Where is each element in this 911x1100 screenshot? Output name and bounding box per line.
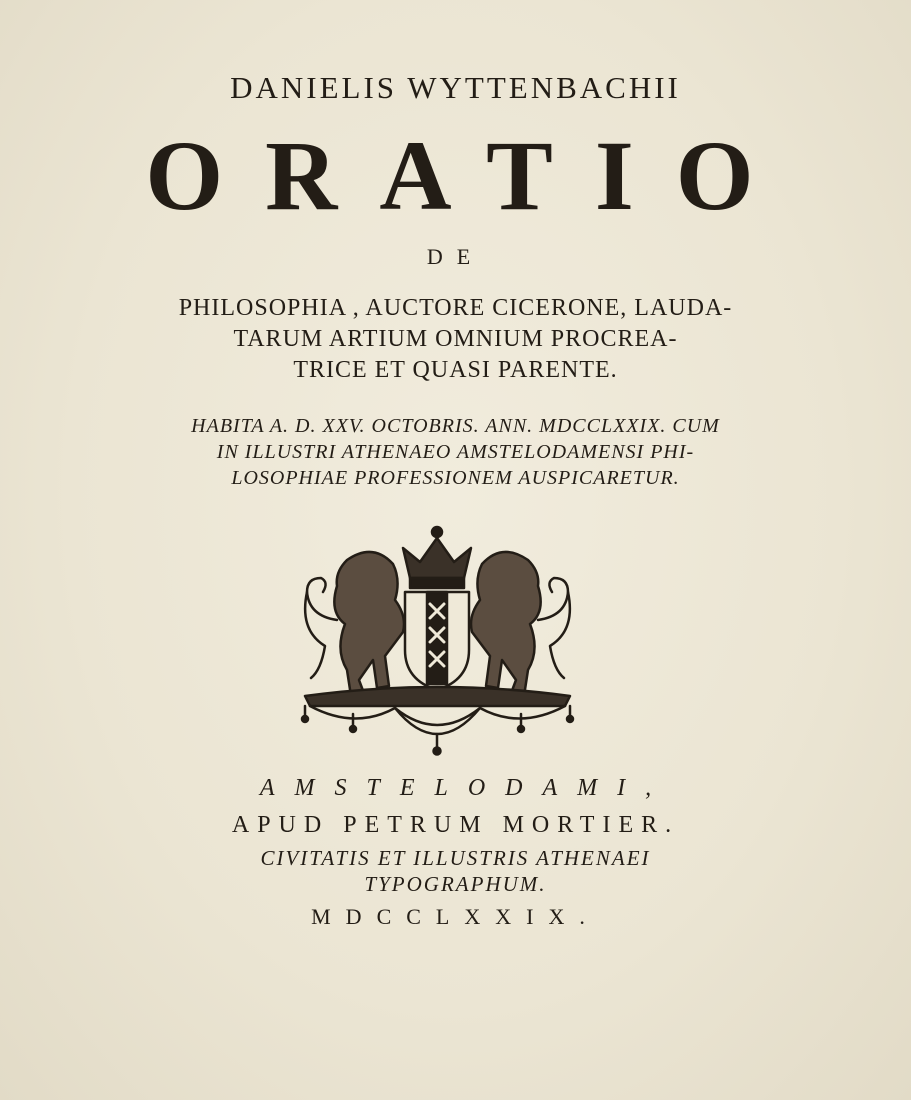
imprint-publisher: APUD PETRUM MORTIER.	[231, 812, 680, 838]
author-name: DANIELIS WYTTENBACHII	[230, 70, 681, 105]
occasion-line: LOSOPHIAE PROFESSIONEM AUSPICARETUR.	[231, 467, 680, 489]
title-preposition: DE	[426, 244, 485, 269]
amsterdam-coat-of-arms-icon	[285, 520, 590, 760]
subject-line: PHILOSOPHIA , AUCTORE CICERONE, LAUDA-	[178, 295, 733, 321]
book-title: ORATIO	[145, 120, 796, 231]
imprint-role: CIVITATIS ET ILLUSTRIS ATHENAEI	[260, 846, 651, 870]
imprint-city: AMSTELODAMI,	[259, 775, 672, 801]
imprint-role: TYPOGRAPHUM.	[364, 872, 547, 896]
subject-line: TARUM ARTIUM OMNIUM PROCREA-	[233, 326, 678, 352]
imprint-year: MDCCLXXIX.	[311, 904, 600, 929]
occasion-line: HABITA A. D. XXV. OCTOBRIS. ANN. MDCCLXXIX. CUM	[191, 415, 720, 437]
occasion-line: IN ILLUSTRI ATHENAEO AMSTELODAMENSI PHI-	[216, 441, 695, 463]
subject-line: TRICE ET QUASI PARENTE.	[293, 357, 618, 383]
